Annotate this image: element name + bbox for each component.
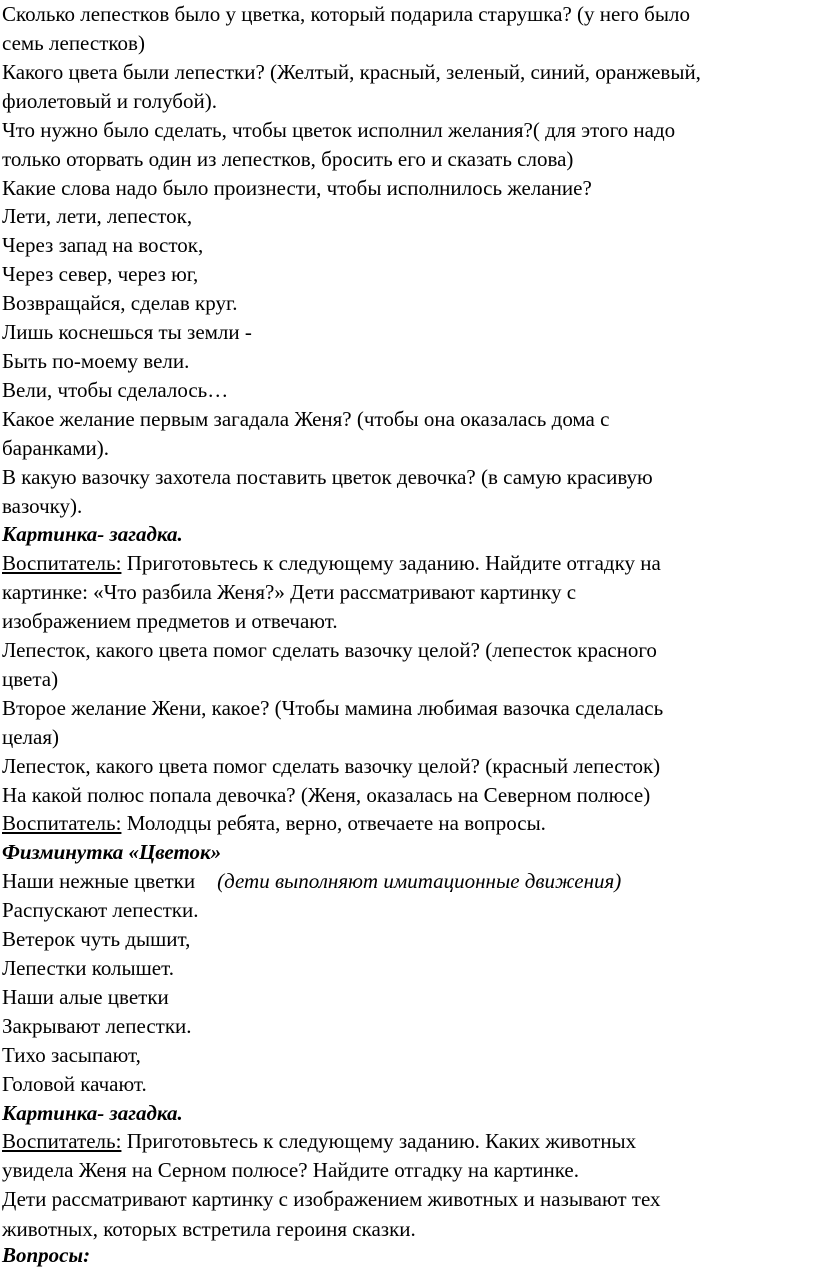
text-line: Лети, лети, лепесток, [2,204,193,228]
text-line: Какого цвета были лепестки? (Желтый, красный, зеленый, синий, оранжевый, [2,60,701,84]
text-line: Лепесток, какого цвета помог сделать вазочку целой? (лепесток красного [2,638,657,662]
text-line [2,1127,636,1155]
text-line: картинке: «Что разбила Женя?» Дети рассматривают картинку с [2,580,577,604]
text-line: семь лепестков) [2,31,145,55]
text-line: целая) [2,725,60,749]
text-line: Возвращайся, сделав круг. [2,291,238,315]
text-line: Распускают лепестки. [2,898,199,922]
text-span: Приготовьтесь к следующему заданию. Каких животных [121,1129,637,1153]
text-line: Ветерок чуть дышит, [2,927,191,951]
text-line [2,809,546,837]
text-line: Лишь коснешься ты земли - [2,320,252,344]
text-line: Через запад на восток, [2,233,204,257]
text-line [2,549,661,577]
stage-direction: (дети выполняют имитационные движения) [217,869,622,893]
section-heading-questions: Вопросы: [2,1243,91,1267]
text-line: изображением предметов и отвечают. [2,609,338,633]
text-line: Вели, чтобы сделалось… [2,378,229,402]
text-span: Молодцы ребята, верно, отвечаете на вопросы. [121,811,546,835]
text-line: баранками). [2,436,110,460]
section-heading-riddle: Картинка- загадка. [2,522,183,546]
text-span: Приготовьтесь к следующему заданию. Найдите отгадку на [121,551,661,575]
section-heading-riddle: Картинка- загадка. [2,1101,183,1125]
text-line: Быть по-моему вели. [2,349,190,373]
text-line: цвета) [2,667,59,691]
text-line: Второе желание Жени, какое? (Чтобы мамина любимая вазочка сделалась [2,696,664,720]
text-line: В какую вазочку захотела поставить цветок девочка? (в самую красивую [2,465,653,489]
educator-label: Воспитатель: [2,1129,122,1153]
section-heading-exercise: Физминутка «Цветок» [2,840,222,864]
text-line: Лепестки колышет. [2,956,174,980]
educator-label: Воспитатель: [2,811,122,835]
text-line: Головой качают. [2,1072,147,1096]
text-line: увидела Женя на Серном полюсе? Найдите отгадку на картинке. [2,1158,580,1182]
text-line: только оторвать один из лепестков, бросить его и сказать слова) [2,147,574,171]
text-line: фиолетовый и голубой). [2,89,217,113]
text-line [2,867,621,895]
text-line: Какие слова надо было произнести, чтобы исполнилось желание? [2,176,592,200]
text-line: Какое желание первым загадала Женя? (чтобы она оказалась дома с [2,407,610,431]
text-line: Через север, через юг, [2,262,199,286]
text-line: Закрывают лепестки. [2,1014,192,1038]
text-line: Сколько лепестков было у цветка, который подарила старушка? (у него было [2,2,690,26]
text-line: Что нужно было сделать, чтобы цветок исполнил желания?( для этого надо [2,118,676,142]
text-line: животных, которых встретила героиня сказки. [2,1217,416,1241]
text-line: вазочку). [2,494,83,518]
text-line: Тихо засыпают, [2,1043,141,1067]
text-span: Наши нежные цветки [2,869,196,893]
educator-label: Воспитатель: [2,551,122,575]
text-line: Наши алые цветки [2,985,169,1009]
text-line: Дети рассматривают картинку с изображением животных и называют тех [2,1187,661,1211]
text-line: На какой полюс попала девочка? (Женя, оказалась на Северном полюсе) [2,783,651,807]
text-line: Лепесток, какого цвета помог сделать вазочку целой? (красный лепесток) [2,754,661,778]
